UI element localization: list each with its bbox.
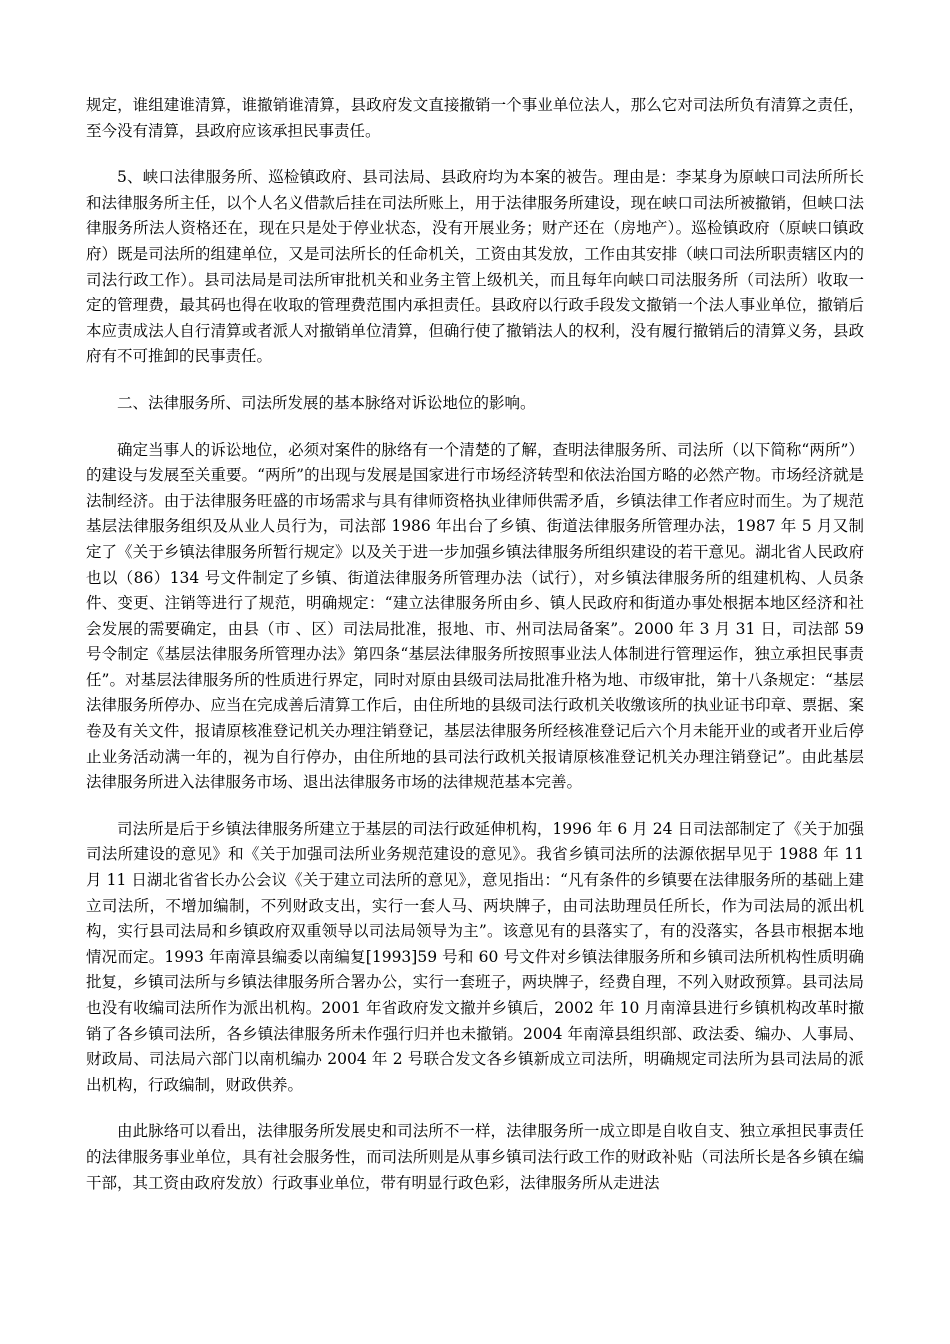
paragraph-conclusion: 由此脉络可以看出，法律服务所发展史和司法所不一样，法律服务所一成立即是自收自支、独立承担民事责任的法律服务事业单位，具有社会服务性，而司法所则是从事乡镇司法行政工作的财政补贴（司法所长是各乡镇在编干部，其工资由政府发放）行政事业单位，带有明显行政色彩，法律服务所从走进法	[86, 1122, 864, 1192]
paragraph-item-5: 5、峡口法律服务所、巡检镇政府、县司法局、县政府均为本案的被告。理由是：李某身为原峡口司法所所长和法律服务所主任，以个人名义借款后挂在司法所账上，用于法律服务所建设，现在峡口司法所被撤销，但峡口法律服务所法人资格还在，现在只是处于停业状态，没有开展业务；财产还在（房地产）。巡检镇政府（原峡口镇政府）既是司法所的组建单位，又是司法所长的任命机关，工资由其发放，工作由其安排（峡口司法所职责辖区内的司法行政工作）。县司法局是司法所审批机关和业务主管上级机关，而且每年向峡口司法服务所（司法所）收取一定的管理费，最其码也得在收取的管理费范围内承担责任。县政府以行政手段发文撤销一个法人事业单位，撤销后本应责成法人自行清算或者派人对撤销单位清算，但确行使了撤销法人的权利，没有履行撤销后的清算义务，县政府有不可推卸的民事责任。	[86, 168, 864, 366]
paragraph-litigation-status: 确定当事人的诉讼地位，必须对案件的脉络有一个清楚的了解，查明法律服务所、司法所（以下简称“两所”）的建设与发展至关重要。“两所”的出现与发展是国家进行市场经济转型和依法治国方略的必然产物。市场经济就是法制经济。由于法律服务旺盛的市场需求与具有律师资格执业律师供需矛盾，乡镇法律工作者应时而生。为了规范基层法律服务组织及从业人员行为，司法部 1986 年出台了乡镇、街道法律服务所管理办法，1987 年 5 月又制定了《关于乡镇法律服务所暂行规定》以及关于进一步加强乡镇法律服务所组织建设的若干意见。湖北省人民政府也以（86）134 号文件制定了乡镇、街道法律服务所管理办法（试行），对乡镇法律服务所的组建机构、人员条件、变更、注销等进行了规范，明确规定：“建立法律服务所由乡、镇人民政府和街道办事处根据本地区经济和社会发展的需要确定，由县（市 、区）司法局批准，报地、市、州司法局备案”。2000 年 3 月 31 日，司法部 59 号令制定《基层法律服务所管理办法》第四条“基层法律服务所按照事业法人体制进行管理运作，独立承担民事责任”。对基层法律服务所的性质进行界定，同时对原由县级司法局批准升格为地、市级审批，第十八条规定：“基层法律服务所停办、应当在完成善后清算工作后，由住所地的县级司法行政机关收缴该所的执业证书印章、票据、案卷及有关文件，报请原核准登记机关办理注销登记，基层法律服务所经核准登记后六个月未能开业的或者开业后停止业务活动满一年的，视为自行停办，由住所地的县司法行政机关报请原核准登记机关办理注销登记”。由此基层法律服务所进入法律服务市场、退出法律服务市场的法律规范基本完善。	[86, 440, 864, 792]
document-page	[86, 93, 864, 1217]
paragraph-judicial-office: 司法所是后于乡镇法律服务所建立于基层的司法行政延伸机构，1996 年 6 月 24 日司法部制定了《关于加强司法所建设的意见》和《关于加强司法所业务规范建设的意见》。我省乡镇司法所的法源依据早见于 1988 年 11 月 11 日湖北省省长办公会议《关于建立司法所的意见》，意见指出：“凡有条件的乡镇要在法律服务所的基础上建立司法所，不增加编制，不列财政支出，实行一套人马、两块牌子，由司法助理员任所长，作为司法局的派出机构，实行县司法局和乡镇政府双重领导以司法局领导为主”。该意见有的县落实了，有的没落实，各县市根据本地情况而定。1993 年南漳县编委以南编复[1993]59 号和 60 号文件对乡镇法律服务所和乡镇司法所机构性质明确批复，乡镇司法所与乡镇法律服务所合署办公，实行一套班子，两块牌子，经费自理，不列入财政预算。县司法局也没有收编司法所作为派出机构。2001 年省政府发文撤并乡镇后，2002 年 10 月南漳县进行乡镇机构改革时撤销了各乡镇司法所，各乡镇法律服务所未作强行归并也未撤销。2004 年南漳县组织部、政法委、编办、人事局、财政局、司法局六部门以南机编办 2004 年 2 号联合发文各乡镇新成立司法所，明确规定司法所为县司法局的派出机构，行政编制，财政供养。	[86, 819, 864, 1094]
section-heading-2: 二、法律服务所、司法所发展的基本脉络对诉讼地位的影响。	[117, 393, 536, 412]
paragraph-continuation: 规定，谁组建谁清算，谁撤销谁清算，县政府发文直接撤销一个事业单位法人，那么它对司法所负有清算之责任，至今没有清算，县政府应该承担民事责任。	[86, 96, 864, 140]
